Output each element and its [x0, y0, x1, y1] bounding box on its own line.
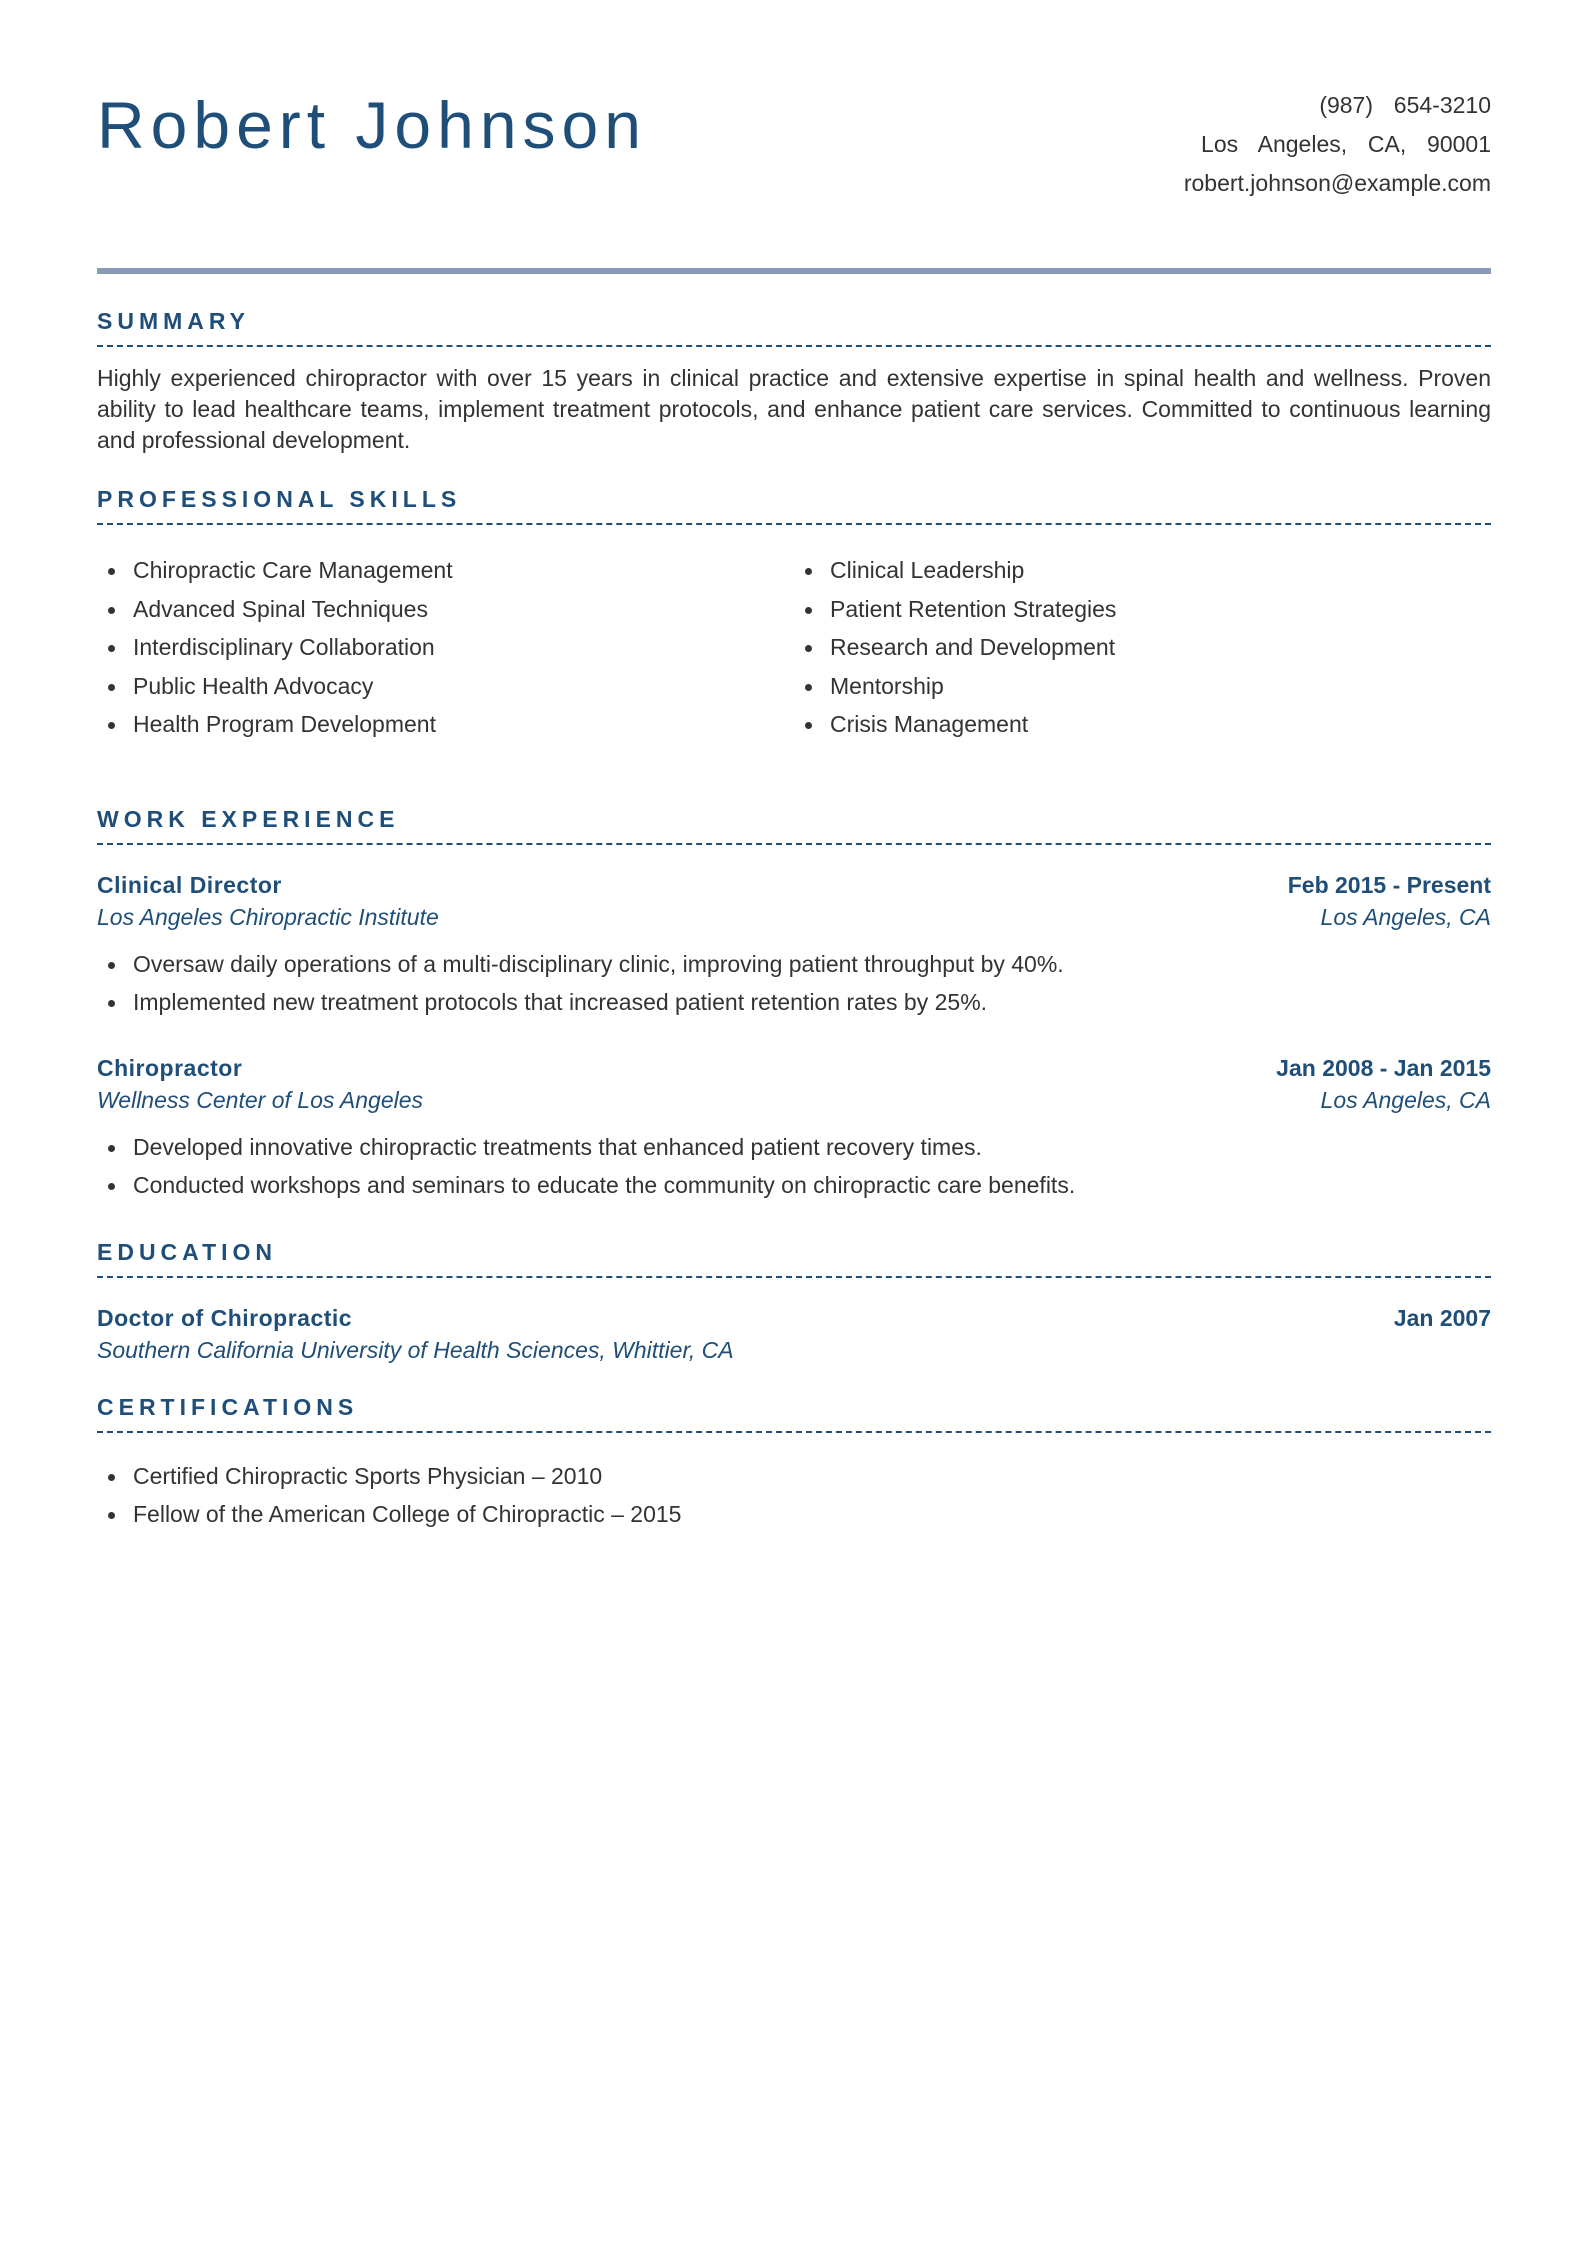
- job-entry: [97, 1052, 1491, 1205]
- contact-info: [1184, 86, 1491, 203]
- job-org-row: [97, 1084, 1491, 1116]
- skill-item: Patient Retention Strategies: [794, 590, 1491, 629]
- skill-item: Clinical Leadership: [794, 551, 1491, 590]
- skills-section: [97, 488, 1491, 744]
- degree-row: [97, 1302, 1491, 1334]
- skill-item: Public Health Advocacy: [97, 667, 794, 706]
- job-dates: Feb 2015 - Present: [1287, 871, 1491, 898]
- education-section: [97, 1238, 1491, 1366]
- address: Los Angeles, CA, 90001: [1201, 131, 1491, 157]
- phone-number: (987) 654-3210: [1319, 92, 1491, 118]
- summary-text: Highly experienced chiropractor with over 15 years in clinical practice and extensive expertise in spinal health and wellness. Proven ability to lead healthcare teams, implement treatment protocols, and enhance patient care services. Committed to continuous learning and professional development.: [97, 365, 1491, 453]
- skill-item: Interdisciplinary Collaboration: [97, 628, 794, 667]
- job-dates: Jan 2008 - Jan 2015: [1276, 1054, 1491, 1081]
- job-bullet: Implemented new treatment protocols that increased patient retention rates by 25%.: [97, 983, 1491, 1022]
- job-header-row: [97, 1052, 1491, 1084]
- summary-heading: SUMMARY: [97, 310, 1491, 347]
- skill-item: Chiropractic Care Management: [97, 551, 794, 590]
- skill-item: Research and Development: [794, 628, 1491, 667]
- skill-item: Health Program Development: [97, 705, 794, 744]
- education-entry: [97, 1302, 1491, 1366]
- school-row: [97, 1334, 1491, 1366]
- candidate-name: Robert Johnson: [97, 88, 647, 162]
- degree-date: Jan 2007: [1393, 1304, 1491, 1331]
- job-bullets: [97, 945, 1491, 1022]
- certification-item: Certified Chiropractic Sports Physician – 2010: [97, 1457, 1491, 1496]
- education-heading: EDUCATION: [97, 1241, 1491, 1278]
- job-org-row: [97, 901, 1491, 933]
- certifications-section: [97, 1393, 1491, 1534]
- skill-item: Advanced Spinal Techniques: [97, 590, 794, 629]
- job-bullet: Developed innovative chiropractic treatments that enhanced patient recovery times.: [97, 1128, 1491, 1167]
- job-organization: Los Angeles Chiropractic Institute: [97, 903, 439, 930]
- certifications-heading: CERTIFICATIONS: [97, 1396, 1491, 1433]
- job-bullets: [97, 1128, 1491, 1205]
- skills-column-right: [794, 551, 1491, 744]
- job-title: Chiropractor: [97, 1054, 243, 1081]
- job-organization: Wellness Center of Los Angeles: [97, 1086, 424, 1113]
- skill-item: Mentorship: [794, 667, 1491, 706]
- skills-heading: PROFESSIONAL SKILLS: [97, 488, 1491, 525]
- experience-heading: WORK EXPERIENCE: [97, 808, 1491, 845]
- job-location: Los Angeles, CA: [1320, 903, 1491, 930]
- job-header-row: [97, 869, 1491, 901]
- email-address: robert.johnson@example.com: [1183, 170, 1491, 196]
- skills-grid: [97, 551, 1491, 744]
- certification-item: Fellow of the American College of Chiropractic – 2015: [97, 1495, 1491, 1534]
- job-bullet: Conducted workshops and seminars to educate the community on chiropractic care benefits.: [97, 1166, 1491, 1205]
- degree-name: Doctor of Chiropractic: [97, 1304, 353, 1331]
- job-title: Clinical Director: [97, 871, 282, 898]
- job-location: Los Angeles, CA: [1320, 1086, 1491, 1113]
- school-name: Southern California University of Health Sciences, Whittier, CA: [97, 1336, 734, 1363]
- header-divider: [97, 268, 1491, 274]
- job-bullet: Oversaw daily operations of a multi-disciplinary clinic, improving patient throughput by 40%.: [97, 945, 1491, 984]
- resume-header: [97, 0, 1491, 272]
- certification-list: [97, 1457, 1491, 1534]
- summary-section: [97, 310, 1491, 456]
- experience-section: [97, 805, 1491, 1205]
- skill-item: Crisis Management: [794, 705, 1491, 744]
- job-entry: [97, 869, 1491, 1022]
- skills-column-left: [97, 551, 794, 744]
